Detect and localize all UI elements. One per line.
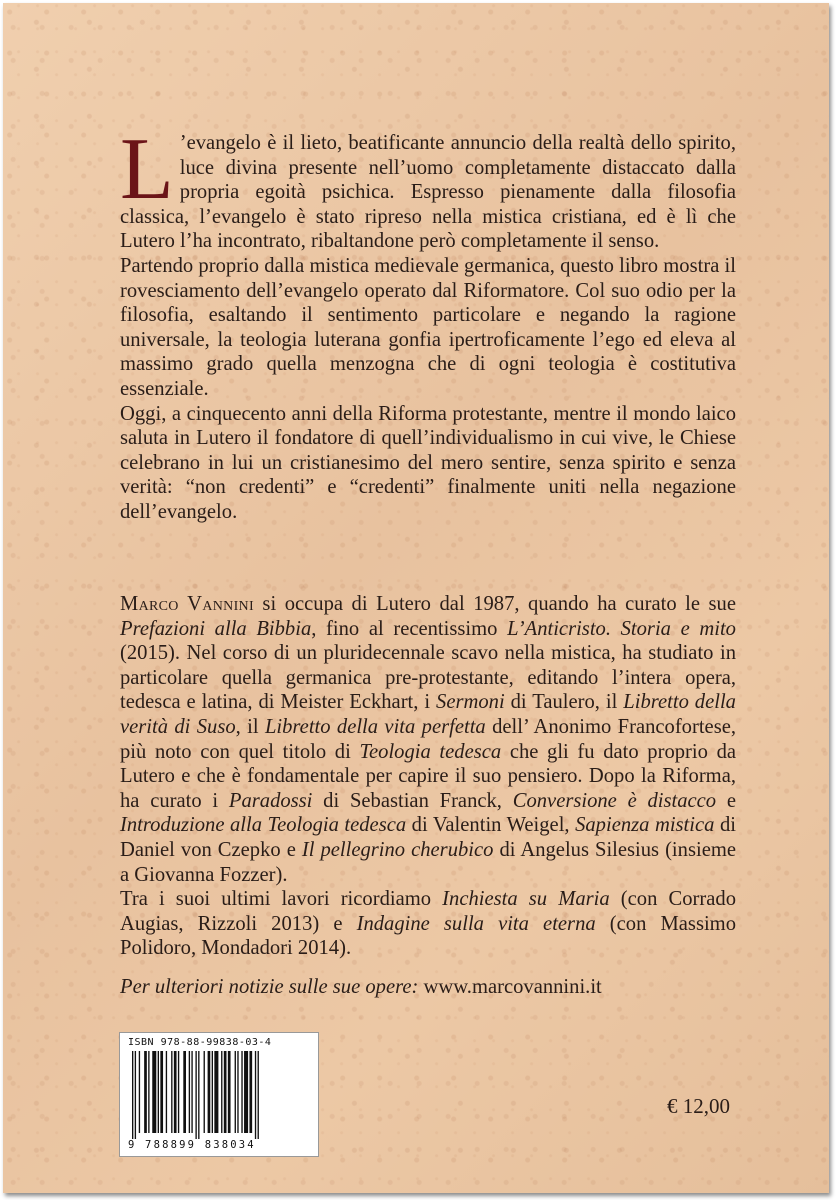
book-title: Libretto della vita perfetta (264, 715, 486, 738)
book-back-cover (3, 3, 829, 1193)
barcode-bar (152, 1051, 156, 1133)
barcode-bar (204, 1051, 205, 1133)
barcode-bar (158, 1051, 159, 1133)
barcode-bars (130, 1051, 310, 1139)
barcode-bar (148, 1051, 149, 1133)
bio-text: di Sebastian Franck, (312, 789, 513, 812)
barcode-bar (171, 1051, 172, 1133)
bio-text: (con Corrado Augias, Rizzoli 2013) e (120, 888, 736, 935)
recent-works-paragraph (120, 887, 736, 961)
bio-text: di Taulero, il (504, 691, 624, 714)
isbn-barcode (119, 1032, 319, 1157)
blurb-paragraph-2: Partendo proprio dalla mistica medievale germanica, questo libro mostra il rovesciamento dell’evangelo operato dal Riformatore. Col suo odio per la filosofia, esaltando il sentimento particolare e negando la ragione universale, la teologia luterana gonfia ipertroficamente l’ego ed eleva al massimo grado quella menzogna che di ogni teologia è costitutiva essenziale. (120, 254, 736, 400)
bio-text: Tra i suoi ultimi lavori ricordiamo (120, 888, 443, 911)
bio-text: di Daniel von Czepko e (120, 814, 736, 861)
bio-text: e (716, 789, 736, 812)
blurb-paragraph-1-text: ’evangelo è il lieto, beatificante annuncio della realtà dello spirito, luce divina presente nell’uomo completamente distaccato dalla propria egoità psichica. Espresso pienamente dalla filosofia classica, l’evangelo è stato ripreso nella mistica cristiana, ed è lì che Lutero l’ha incontrato, ribaltandone però completamente il senso. (120, 132, 736, 253)
barcode-bar (255, 1051, 256, 1139)
bio-text: , il (235, 715, 265, 738)
barcode-bar (139, 1051, 140, 1133)
bio-text: di Angelus Silesius (insieme a Giovanna Fozzer). (120, 838, 736, 886)
bio-text: di Valentin Weigel, (406, 814, 576, 837)
book-title: Conversione è distacco (512, 789, 717, 812)
barcode-bar (237, 1051, 238, 1133)
blurb-paragraph-3: Oggi, a cinquecento anni della Riforma protestante, mentre il mondo laico saluta in Lutero il fondatore di quell’individualismo in cui vive, le Chiese celebrano in lui un cristianesimo del mero sentire, senza spirito e senza verità: “non credenti” e “credenti” finalmente uniti nella negazione dell’evangelo. (120, 402, 736, 523)
book-title: Inchiesta su Maria (442, 888, 610, 911)
drop-cap: L (120, 121, 174, 218)
barcode-bar (160, 1051, 163, 1133)
barcode-bar (212, 1051, 213, 1133)
barcode-bar (166, 1051, 167, 1133)
bio-text: dell’ Anonimo Francofortese, più noto con quel titolo di (120, 715, 736, 763)
book-title: Indagine sulla vita eterna (356, 912, 596, 935)
barcode-bar (235, 1051, 236, 1133)
bio-text: , fino al recentissimo (311, 617, 508, 640)
book-title: Prefazioni alla Bibbia (120, 617, 312, 640)
book-title: Sapienza mistica (575, 814, 715, 837)
blurb-section (120, 121, 736, 525)
barcode-bar (189, 1051, 190, 1133)
more-info-label: Per ulteriori notizie sulle sue opere: (120, 975, 419, 998)
author-bio-paragraph (120, 592, 736, 887)
book-title: Paradossi (228, 789, 313, 812)
bio-text: che gli fu dato proprio da Lutero e che è fondamentale per capire il suo pensiero. Dopo la Riforma, ha curato i (120, 740, 737, 812)
book-title: Il pellegrino cherubico (301, 838, 494, 861)
barcode-digits: 9 788899 838034 (128, 1139, 256, 1151)
barcode-bar (221, 1051, 222, 1133)
barcode-bar (135, 1051, 136, 1139)
barcode-bar (224, 1051, 227, 1133)
isbn-label: ISBN 978-88-99838-03-4 (128, 1037, 272, 1048)
book-title: Sermoni (436, 691, 505, 714)
barcode-bar (244, 1051, 248, 1133)
more-info-line (120, 975, 736, 1000)
book-title: L’Anticristo. Storia e mito (507, 617, 736, 640)
author-name: Marco Vannini (120, 593, 254, 615)
barcode-bar (195, 1051, 196, 1139)
book-title: Introduzione alla Teologia tedesca (120, 814, 407, 837)
barcode-bar (258, 1051, 259, 1139)
book-title: Libretto della verità di Suso (120, 691, 736, 738)
author-bio-section (120, 592, 736, 1000)
barcode-bar (198, 1051, 199, 1139)
barcode-bar (174, 1051, 177, 1133)
barcode-bar (191, 1051, 192, 1133)
bio-text: si occupa di Lutero dal 1987, quando ha curato le sue (253, 593, 736, 615)
bio-text: (2015). Nel corso di un pluridecennale scavo nella mistica, ha studiato in particolare quella germanica pre-protestante, editando l’intera opera, tedesca e latina, di Meister Eckhart, i (120, 642, 736, 714)
barcode-bar (214, 1051, 218, 1133)
barcode-bar (132, 1051, 133, 1139)
book-title: Teologia tedesca (359, 740, 502, 763)
barcode-bar (144, 1051, 147, 1133)
barcode-bar (241, 1051, 242, 1133)
blurb-paragraph-1 (120, 121, 736, 254)
barcode-bar (228, 1051, 231, 1133)
barcode-bar (249, 1051, 252, 1133)
website-url: www.marcovannini.it (418, 975, 602, 998)
bio-text: (con Massimo Polidoro, Mondadori 2014). (120, 912, 736, 960)
barcode-bar (178, 1051, 179, 1133)
barcode-bar (183, 1051, 186, 1133)
barcode-bar (208, 1051, 211, 1133)
price-label: € 12,00 (667, 1094, 730, 1118)
